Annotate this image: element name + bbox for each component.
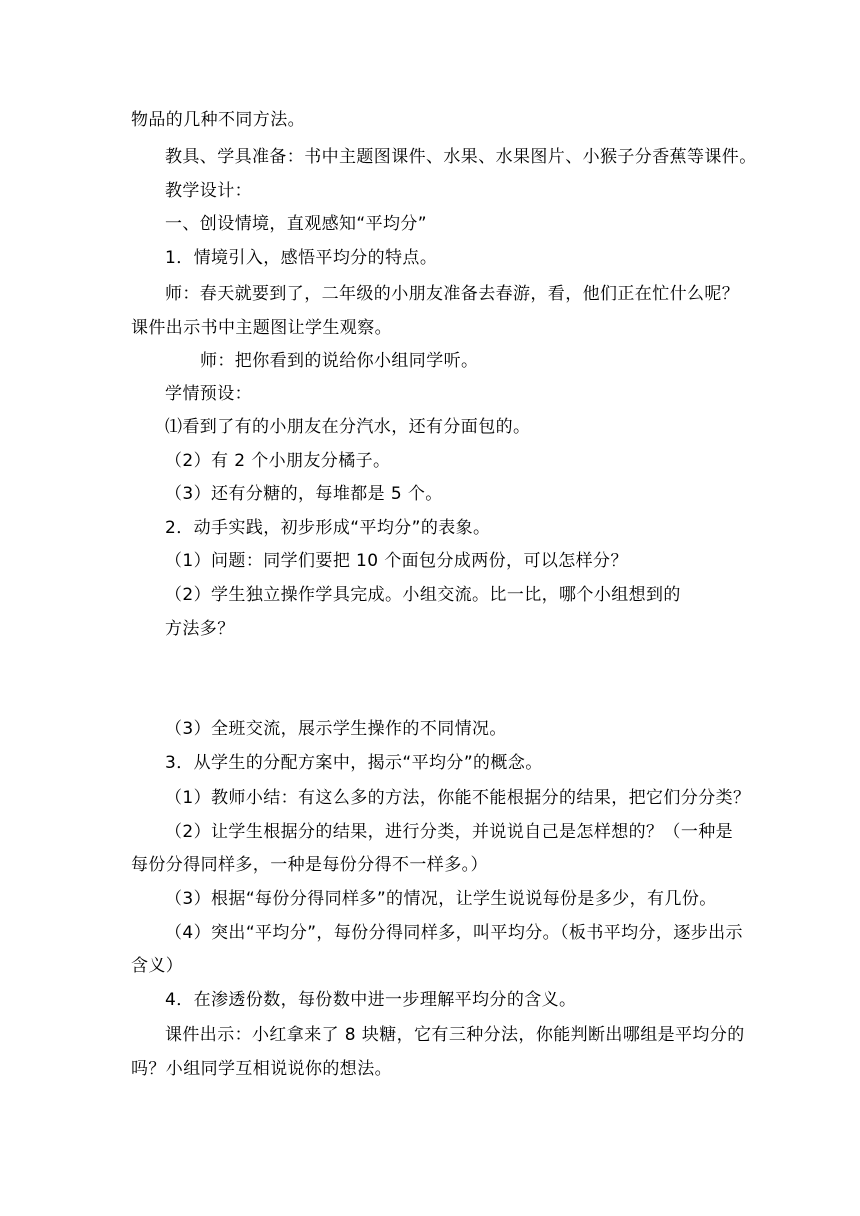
text-line: 课件出示书中主题图让学生观察。 (131, 318, 392, 338)
text-line: （4）突出“平均分”，每份分得同样多，叫平均分。（板书平均分，逐步出示 (165, 923, 743, 943)
text-line: 吗？小组同学互相说说你的想法。 (131, 1059, 392, 1079)
section-heading: 一、创设情境，直观感知“平均分” (165, 214, 428, 234)
text-line: ⑴看到了有的小朋友在分汽水，还有分面包的。 (165, 417, 531, 437)
text-line: 物品的几种不同方法。 (131, 110, 305, 130)
text-line: （3）全班交流，展示学生操作的不同情况。 (165, 719, 507, 739)
text-line: （1）教师小结：有这么多的方法，你能不能根据分的结果，把它们分分类？ (165, 788, 751, 808)
subsection-heading: 1．情境引入，感悟平均分的特点。 (165, 248, 438, 268)
text-line: （2）学生独立操作学具完成。小组交流。比一比，哪个小组想到的 (165, 585, 681, 605)
text-line: （1）问题：同学们要把 10 个面包分成两份，可以怎样分？ (165, 551, 628, 571)
text-line: （2）让学生根据分的结果，进行分类，并说说自己是怎样想的？（一种是 (165, 822, 734, 842)
text-line: 教学设计： (165, 181, 252, 201)
text-line: 每份分得同样多，一种是每份分得不一样多。） (131, 855, 488, 875)
subsection-heading: 4．在渗透份数，每份数中进一步理解平均分的含义。 (165, 990, 577, 1010)
text-line: 师：春天就要到了，二年级的小朋友准备去春游，看，他们正在忙什么呢？ (165, 284, 740, 304)
text-line: 学情预设： (165, 384, 252, 404)
text-line: （3）根据“每份分得同样多”的情况，让学生说说每份是多少，有几份。 (165, 889, 717, 909)
text-line: 方法多？ (165, 619, 235, 639)
subsection-heading: 3．从学生的分配方案中，揭示“平均分”的概念。 (165, 753, 543, 773)
text-line: （3）还有分糖的，每堆都是 5 个。 (165, 484, 443, 504)
text-line: 教具、学具准备：书中主题图课件、水果、水果图片、小猴子分香蕉等课件。 (165, 147, 757, 167)
text-line: 课件出示：小红拿来了 8 块糖，它有三种分法，你能判断出哪组是平均分的 (165, 1025, 745, 1045)
text-line: 师：把你看到的说给你小组同学听。 (200, 351, 479, 371)
text-line: 含义） (131, 956, 184, 976)
subsection-heading: 2．动手实践，初步形成“平均分”的表象。 (165, 518, 491, 538)
text-line: （2）有 2 个小朋友分橘子。 (165, 451, 391, 471)
